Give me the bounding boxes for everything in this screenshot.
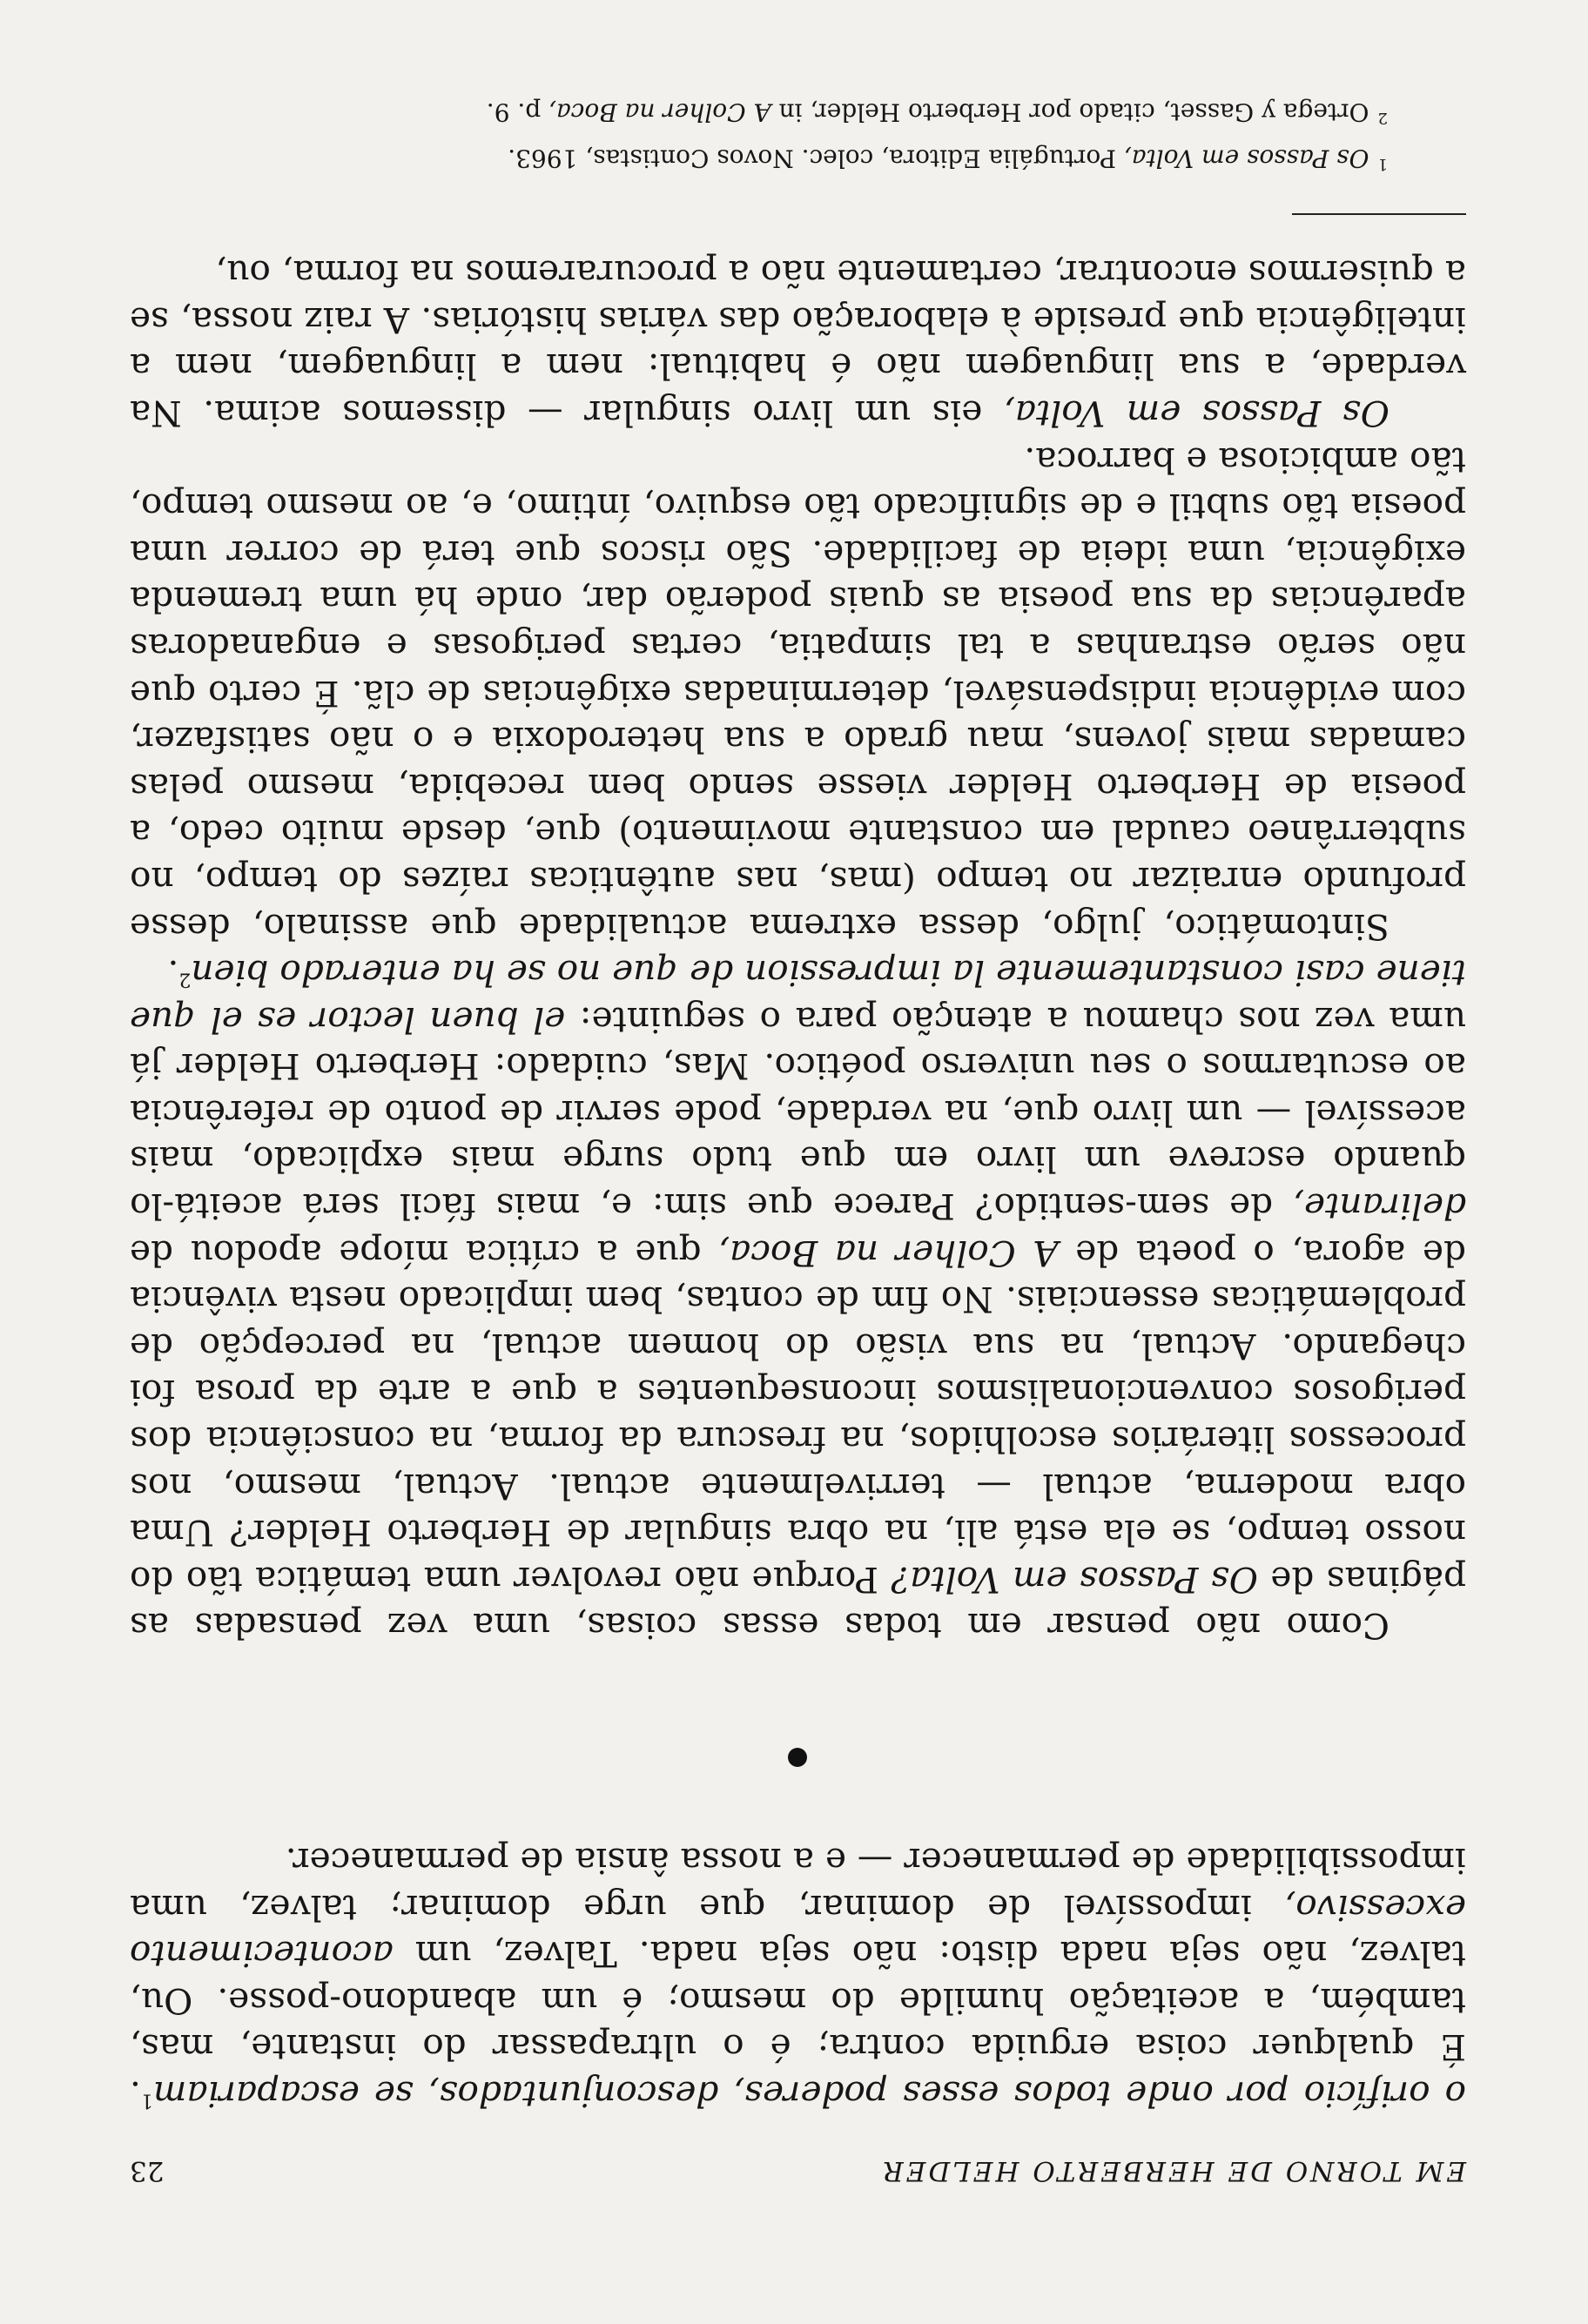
text-run: de sem-sentido? Parece que sim: e, mais fácil será aceitá-lo quando escreve um livro em que tudo surge mais explicado, mais acessível — um livro que, na verdade, pode servir de ponto de referência ao escutarmos o seu universo poético. Mas, cuidado: Herberto Helder já uma vez nos chamou a atenção para o seguinte: bbox=[130, 998, 1466, 1228]
page-number: 23 bbox=[130, 2155, 165, 2186]
running-title: EM TORNO DE HERBERTO HELDER bbox=[880, 2155, 1466, 2186]
text-run: Ortega y Gasset, citado por Herberto Helder, in bbox=[770, 97, 1369, 127]
section-break bbox=[130, 1649, 1466, 1837]
text-run: que a crítica míope apodou de bbox=[130, 1232, 719, 1274]
text-run: Porque não revolver uma temática tão do nosso tempo, se ela está ali, na obra singular de Herberto Helder? Uma obra moderna, actual — terrivelmente actual. Actual, mesmo, nos processos literários escolhidos, na frescura da forma, na consciência dos perigosos convencionalismos inconsequentes a que a arte da prosa foi chegando. Actual, na sua visão do homem actual, na percepção de problemáticas essenciais. No fim de contas, bem implicado nesta vivência de agora, o poeta de bbox=[129, 1232, 1466, 1601]
text-run: impossível de dominar, que urge dominar; talvez, uma impossibilidade de permanecer — e a nossa ânsia de permanecer. bbox=[130, 1840, 1466, 1929]
italic-text: acontecimento excessivo, bbox=[130, 1886, 1466, 1976]
italic-text: delirante, bbox=[1293, 1186, 1466, 1228]
text-run: . É qualquer coisa erguida contra; é o ultrapassar do instante, mas, também, a aceitação humilde do mesmo; é um abandono-posse. Ou, talvez, não seja nada disto: não seja nada. Talvez, um bbox=[130, 1933, 1466, 2115]
text-run: p. 9. bbox=[486, 97, 549, 127]
text-run: . bbox=[167, 952, 179, 995]
text-run: eis um livro singular — dissemos acima. Na verdade, a sua linguagem não é habitual: nem a linguagem, nem a inteligência que preside à elaboração das várias histórias. A raiz nossa, se a quisermos encontrar, certamente não a procuraremos na forma, ou, bbox=[130, 252, 1466, 434]
paragraph-1 bbox=[130, 1837, 1466, 2117]
footnote-mark: 2 bbox=[1377, 109, 1388, 128]
footnote-ref: 1 bbox=[140, 2089, 153, 2112]
paragraph-4 bbox=[130, 250, 1466, 436]
italic-text: A Colher na Boca, bbox=[548, 97, 771, 127]
footnote-ref: 2 bbox=[178, 968, 192, 991]
text-run: Sintomático, julgo, dessa extrema actualidade que assinalo, desse profundo enraizar no tempo (mas, nas autênticas raízes do tempo, no subterrâneo caudal em constante movimento) que, desde muito cedo, a poesia de Herberto Helder viesse sendo bem recebida, mesmo pelas camadas mais jovens, mau grado a sua heterodoxia e o não satisfazer, com evidência indispensável, determinadas exigências de clã. É certo que não serão estranhas a tal simpatia, certas perigosas e enganadoras aparências da sua poesia as quais poderão dar, onde há uma tremenda exigência, uma ideia de facilidade. São riscos que terá de correr uma poesia tão subtil e de significado tão esquivo, íntimo, e, ao mesmo tempo, tão ambiciosa e barroca. bbox=[130, 439, 1466, 948]
italic-text: el buen lector es el que tiene casi constantemente la impression de que no se ha enterado bien bbox=[130, 952, 1466, 1041]
italic-text: Os Passos em Volta, bbox=[1123, 144, 1369, 173]
paragraph-2 bbox=[130, 950, 1466, 1649]
body-text bbox=[130, 250, 1466, 2117]
footnote-2 bbox=[130, 92, 1388, 138]
footnotes bbox=[130, 92, 1466, 184]
footnote-1 bbox=[130, 138, 1388, 183]
italic-text: o orifício por onde todos esses poderes, desconjuntados, se escapariam bbox=[152, 2073, 1466, 2115]
text-run: Portugália Editora, colec. Novos Contistas, 1963. bbox=[508, 144, 1124, 173]
text-column bbox=[130, 92, 1466, 2186]
italic-text: Os Passos em Volta? bbox=[891, 1558, 1258, 1601]
running-header bbox=[130, 2155, 1466, 2186]
italic-text: Os Passos em Volta, bbox=[1003, 393, 1390, 434]
footnote-mark: 1 bbox=[1377, 154, 1388, 173]
section-bullet-icon bbox=[789, 1748, 808, 1767]
text-run: Como não pensar em todas essas coisas, uma vez pensadas as páginas de bbox=[130, 1558, 1466, 1648]
italic-text: A Colher na Boca, bbox=[718, 1232, 1059, 1274]
footnote-rule bbox=[1292, 213, 1466, 215]
paragraph-3 bbox=[130, 436, 1466, 950]
